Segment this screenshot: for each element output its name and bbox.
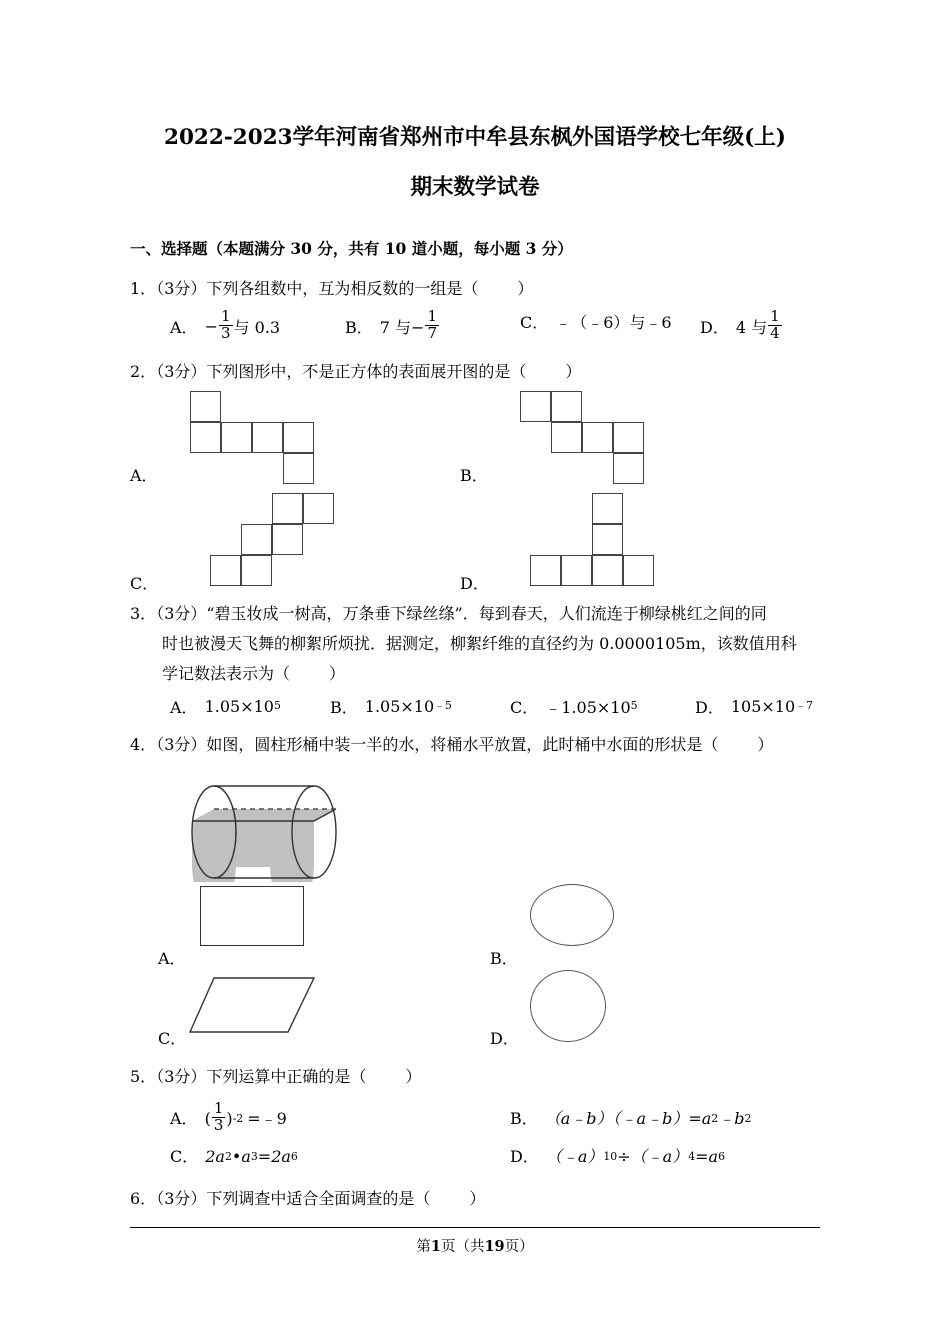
footer-page-number <box>0 1235 950 1256</box>
option-1-c-text: ﹣（﹣6）与﹣6 <box>555 313 672 332</box>
cube-net-d-label: D． <box>460 573 489 593</box>
option-4-d-label: D． <box>490 1028 519 1048</box>
option-4-b-label: B． <box>490 948 518 968</box>
question-2 <box>130 357 820 387</box>
option-1-b-lead: 7 与− <box>379 317 425 337</box>
question-2-figures-row-2 <box>130 489 820 597</box>
title-line-2: 期末数学试卷 <box>410 175 540 200</box>
option-5-b[interactable]: B． （a﹣b）（﹣a﹣b）=a 2 ﹣b 2 <box>510 1100 751 1138</box>
option-5-d-text-b: ÷（﹣a） <box>617 1146 689 1166</box>
option-1-a-tail: 与 0.3 <box>233 317 281 337</box>
option-5-b-label: B． <box>510 1108 538 1128</box>
denominator: 3 <box>213 1116 224 1134</box>
question-6-number: 6． <box>130 1188 157 1208</box>
question-4-cylinder-figure <box>130 760 820 878</box>
title-line-1: 2022-2023学年河南省郑州市中牟县东枫外国语学校七年级(上) <box>164 125 786 150</box>
question-6-stem <box>130 1184 820 1214</box>
question-4-score: （3分） <box>156 734 207 754</box>
question-2-text: 下列图形中，不是正方体的表面展开图的是（ <box>206 361 527 381</box>
option-5-d[interactable]: D． （﹣a） 10 ÷（﹣a） 4 =a 6 <box>510 1138 725 1176</box>
option-1-a-fraction <box>219 309 233 342</box>
question-5-options <box>130 1100 820 1176</box>
option-3-b-base: 1.05×10 <box>364 696 435 716</box>
question-3-options <box>130 695 820 718</box>
page-footer <box>0 1227 950 1256</box>
question-3-stem <box>130 599 820 689</box>
question-2-figures-row-1 <box>130 387 820 489</box>
question-5-score: （3分） <box>156 1066 207 1086</box>
option-5-b-text-a: （a﹣b）（﹣a﹣b）=a <box>544 1108 712 1128</box>
option-1-c-label: C． <box>520 313 549 332</box>
option-1-b[interactable] <box>345 307 520 343</box>
option-1-b-fraction <box>425 309 439 342</box>
question-1-stem <box>130 274 820 304</box>
option-5-a-fraction <box>212 1101 226 1134</box>
question-3-text-line-3 <box>130 659 820 689</box>
option-5-a-label: A． <box>170 1108 198 1128</box>
option-1-a[interactable] <box>170 307 345 343</box>
question-3-text-line-1: “碧玉妆成一树高，万条垂下绿丝绦”．每到春天，人们流连于柳绿桃红之间的同 <box>206 603 767 623</box>
question-1 <box>130 274 820 304</box>
option-1-b-label: B． <box>345 317 373 337</box>
question-1-paren-close: ） <box>517 279 534 298</box>
option-1-a-label: A． <box>170 317 198 337</box>
option-5-d-text-c: =a <box>695 1146 719 1166</box>
footer-total-pages: 19 <box>484 1238 505 1255</box>
option-5-a-close-paren: ) <box>226 1108 233 1128</box>
question-4-text: 如图，圆柱形桶中装一半的水，将桶水平放置，此时桶中水面的形状是（ <box>206 734 719 754</box>
page-title <box>130 0 820 208</box>
option-5-d-label: D． <box>510 1146 539 1166</box>
option-5-c-label: C． <box>170 1146 199 1166</box>
numerator: 1 <box>213 1099 224 1118</box>
question-3-paren-close: ） <box>329 663 346 683</box>
option-5-a-open-paren: ( <box>204 1108 211 1128</box>
cube-net-b-label: B． <box>460 465 488 485</box>
question-3-line-3-text: 学记数法表示为（ <box>162 663 291 683</box>
denominator: 4 <box>770 323 780 342</box>
question-4-number: 4． <box>130 734 157 754</box>
cube-net-a-label: A． <box>130 465 158 485</box>
option-4-b-ellipse[interactable] <box>530 884 614 946</box>
option-3-b[interactable]: B． 1.05×10 ﹣5 <box>330 696 452 717</box>
numerator: 1 <box>220 307 231 325</box>
question-1-score: （3分） <box>156 279 207 298</box>
question-4-paren-close: ） <box>757 734 774 754</box>
question-3-number: 3． <box>130 603 157 623</box>
numerator: 1 <box>770 307 780 325</box>
option-3-a-label: A． <box>170 697 198 717</box>
option-3-d-label: D． <box>695 697 724 717</box>
denominator: 3 <box>220 323 231 342</box>
footer-current-page: 1 <box>430 1238 441 1255</box>
option-3-b-label: B． <box>330 697 358 717</box>
option-1-d-label: D． <box>700 317 729 337</box>
option-4-c-parallelogram[interactable] <box>188 974 318 1036</box>
option-3-d[interactable]: D． 105×10 ﹣7 <box>695 696 813 717</box>
numerator: 1 <box>427 307 437 325</box>
question-2-number: 2． <box>130 361 157 381</box>
footer-divider <box>130 1227 820 1228</box>
question-4 <box>130 730 820 760</box>
question-5-number: 5． <box>130 1066 157 1086</box>
question-6 <box>130 1184 820 1214</box>
option-3-c-label: C． <box>510 697 539 717</box>
option-4-a-label: A． <box>158 948 186 968</box>
option-5-c-text-a: 2a <box>205 1146 225 1166</box>
question-4-options <box>130 878 820 1058</box>
option-3-c-base: ﹣1.05×10 <box>545 697 631 717</box>
question-1-text: 下列各组数中，互为相反数的一组是（ <box>206 279 479 298</box>
option-3-a[interactable]: A． 1.05×10 5 <box>170 696 281 717</box>
question-4-stem <box>130 730 820 760</box>
question-2-stem <box>130 357 820 387</box>
question-5 <box>130 1062 820 1092</box>
question-6-score: （3分） <box>156 1188 207 1208</box>
question-1-number: 1． <box>130 279 157 298</box>
question-3 <box>130 599 820 689</box>
option-5-c-text-c: =2a <box>257 1146 291 1166</box>
denominator: 7 <box>427 323 437 342</box>
question-3-score: （3分） <box>156 603 207 623</box>
option-1-d[interactable] <box>700 307 783 343</box>
option-5-d-text-a: （﹣a） <box>545 1146 604 1166</box>
option-3-a-base: 1.05×10 <box>204 696 274 716</box>
question-5-stem <box>130 1062 820 1092</box>
option-3-c[interactable]: C． ﹣1.05×10 5 <box>510 695 695 718</box>
footer-suffix: 页） <box>504 1239 534 1255</box>
option-5-c-text-b: •a <box>231 1146 251 1166</box>
question-5-text: 下列运算中正确的是（ <box>206 1066 367 1086</box>
option-1-c[interactable] <box>520 310 700 333</box>
question-1-options <box>130 307 820 343</box>
option-5-b-text-b: ﹣b <box>718 1108 745 1128</box>
section-heading: 一、选择题（本题满分 30 分，共有 10 道小题，每小题 3 分） <box>130 239 573 258</box>
cylinder-svg <box>170 764 350 882</box>
footer-middle: 页（共 <box>440 1239 485 1255</box>
option-1-d-lead: 4 与 <box>735 317 768 337</box>
question-5-paren-close: ） <box>405 1066 422 1086</box>
option-5-c[interactable]: C． 2a 2 •a 3 =2a 6 <box>170 1138 510 1176</box>
option-5-a-tail: =﹣9 <box>247 1108 287 1128</box>
option-1-a-sign: − <box>204 316 218 336</box>
question-3-text-line-2: 时也被漫天飞舞的柳絮所烦扰．据测定，柳絮纤维的直径约为 0.0000105m，该数值用科 <box>162 633 797 653</box>
question-2-paren-close: ） <box>565 361 582 381</box>
option-5-a[interactable]: A． ( $\frac{1}{3}$ ) -2 =﹣9 <box>170 1100 510 1138</box>
footer-prefix: 第 <box>416 1239 431 1255</box>
cube-net-c-label: C． <box>130 573 159 593</box>
question-6-paren-close: ） <box>469 1188 486 1208</box>
option-4-a-rectangle[interactable] <box>200 886 304 946</box>
option-4-d-circle[interactable] <box>530 970 606 1042</box>
option-3-d-base: 105×10 <box>730 696 796 716</box>
question-6-text: 下列调查中适合全面调查的是（ <box>206 1188 431 1208</box>
option-4-c-label: C． <box>158 1028 187 1048</box>
option-1-d-fraction <box>768 309 782 342</box>
question-2-score: （3分） <box>156 361 207 381</box>
